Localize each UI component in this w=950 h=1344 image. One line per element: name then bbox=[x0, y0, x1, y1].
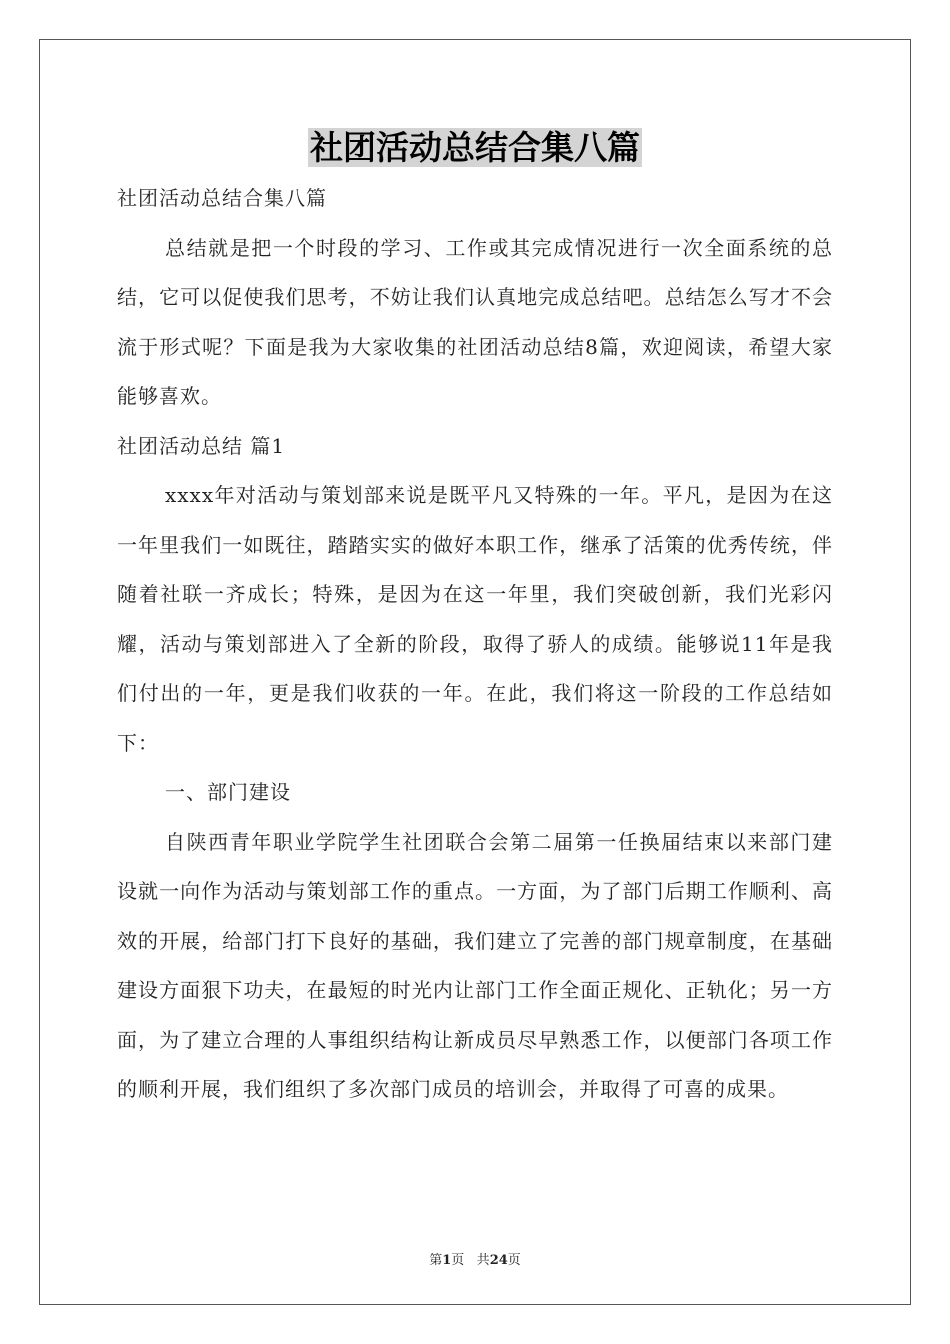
footer-total-suffix: 页 bbox=[507, 1253, 521, 1268]
footer-page-number: 1 bbox=[442, 1253, 452, 1268]
section-heading: 社团活动总结 篇1 bbox=[117, 433, 286, 458]
footer-page-prefix: 第 bbox=[429, 1253, 443, 1268]
intro-paragraph: 总结就是把一个时段的学习、工作或其完成情况进行一次全面系统的总结，它可以促使我们思考，不妨让我们认真地完成总结吧。总结怎么写才不会流于形式呢？下面是我为大家收集的社团活动总结8篇，欢迎阅读，希望大家能够喜欢。 bbox=[117, 235, 833, 408]
document-title-text: 社团活动总结合集八篇 bbox=[310, 128, 640, 167]
subheading: 一、部门建设 bbox=[165, 780, 291, 804]
body-paragraph: xxxx年对活动与策划部来说是既平凡又特殊的一年。平凡，是因为在这一年里我们一如既往，踏踏实实的做好本职工作，继承了活策的优秀传统，伴随着社联一齐成长；特殊，是因为在这一年里，我们突破创新，我们光彩闪耀，活动与策划部进入了全新的阶段，取得了骄人的成绩。能够说11年是我们付出的一年，更是我们收获的一年。在此，我们将这一阶段的工作总结如下： bbox=[117, 483, 833, 755]
footer-total-prefix: 共 bbox=[476, 1253, 490, 1268]
document-subtitle: 社团活动总结合集八篇 bbox=[117, 186, 327, 210]
document-title bbox=[0, 126, 950, 170]
page-footer bbox=[0, 1249, 950, 1268]
document-body bbox=[117, 174, 833, 1115]
footer-total-pages: 24 bbox=[489, 1253, 508, 1268]
body-paragraph: 自陕西青年职业学院学生社团联合会第二届第一任换届结束以来部门建设就一向作为活动与策划部工作的重点。一方面，为了部门后期工作顺利、高效的开展，给部门打下良好的基础，我们建立了完善的部门规章制度，在基础建设方面狠下功夫，在最短的时光内让部门工作全面正规化、正轨化；另一方面，为了建立合理的人事组织结构让新成员尽早熟悉工作，以便部门各项工作的顺利开展，我们组织了多次部门成员的培训会，并取得了可喜的成果。 bbox=[117, 829, 833, 1101]
footer-page-suffix: 页 bbox=[451, 1253, 465, 1268]
